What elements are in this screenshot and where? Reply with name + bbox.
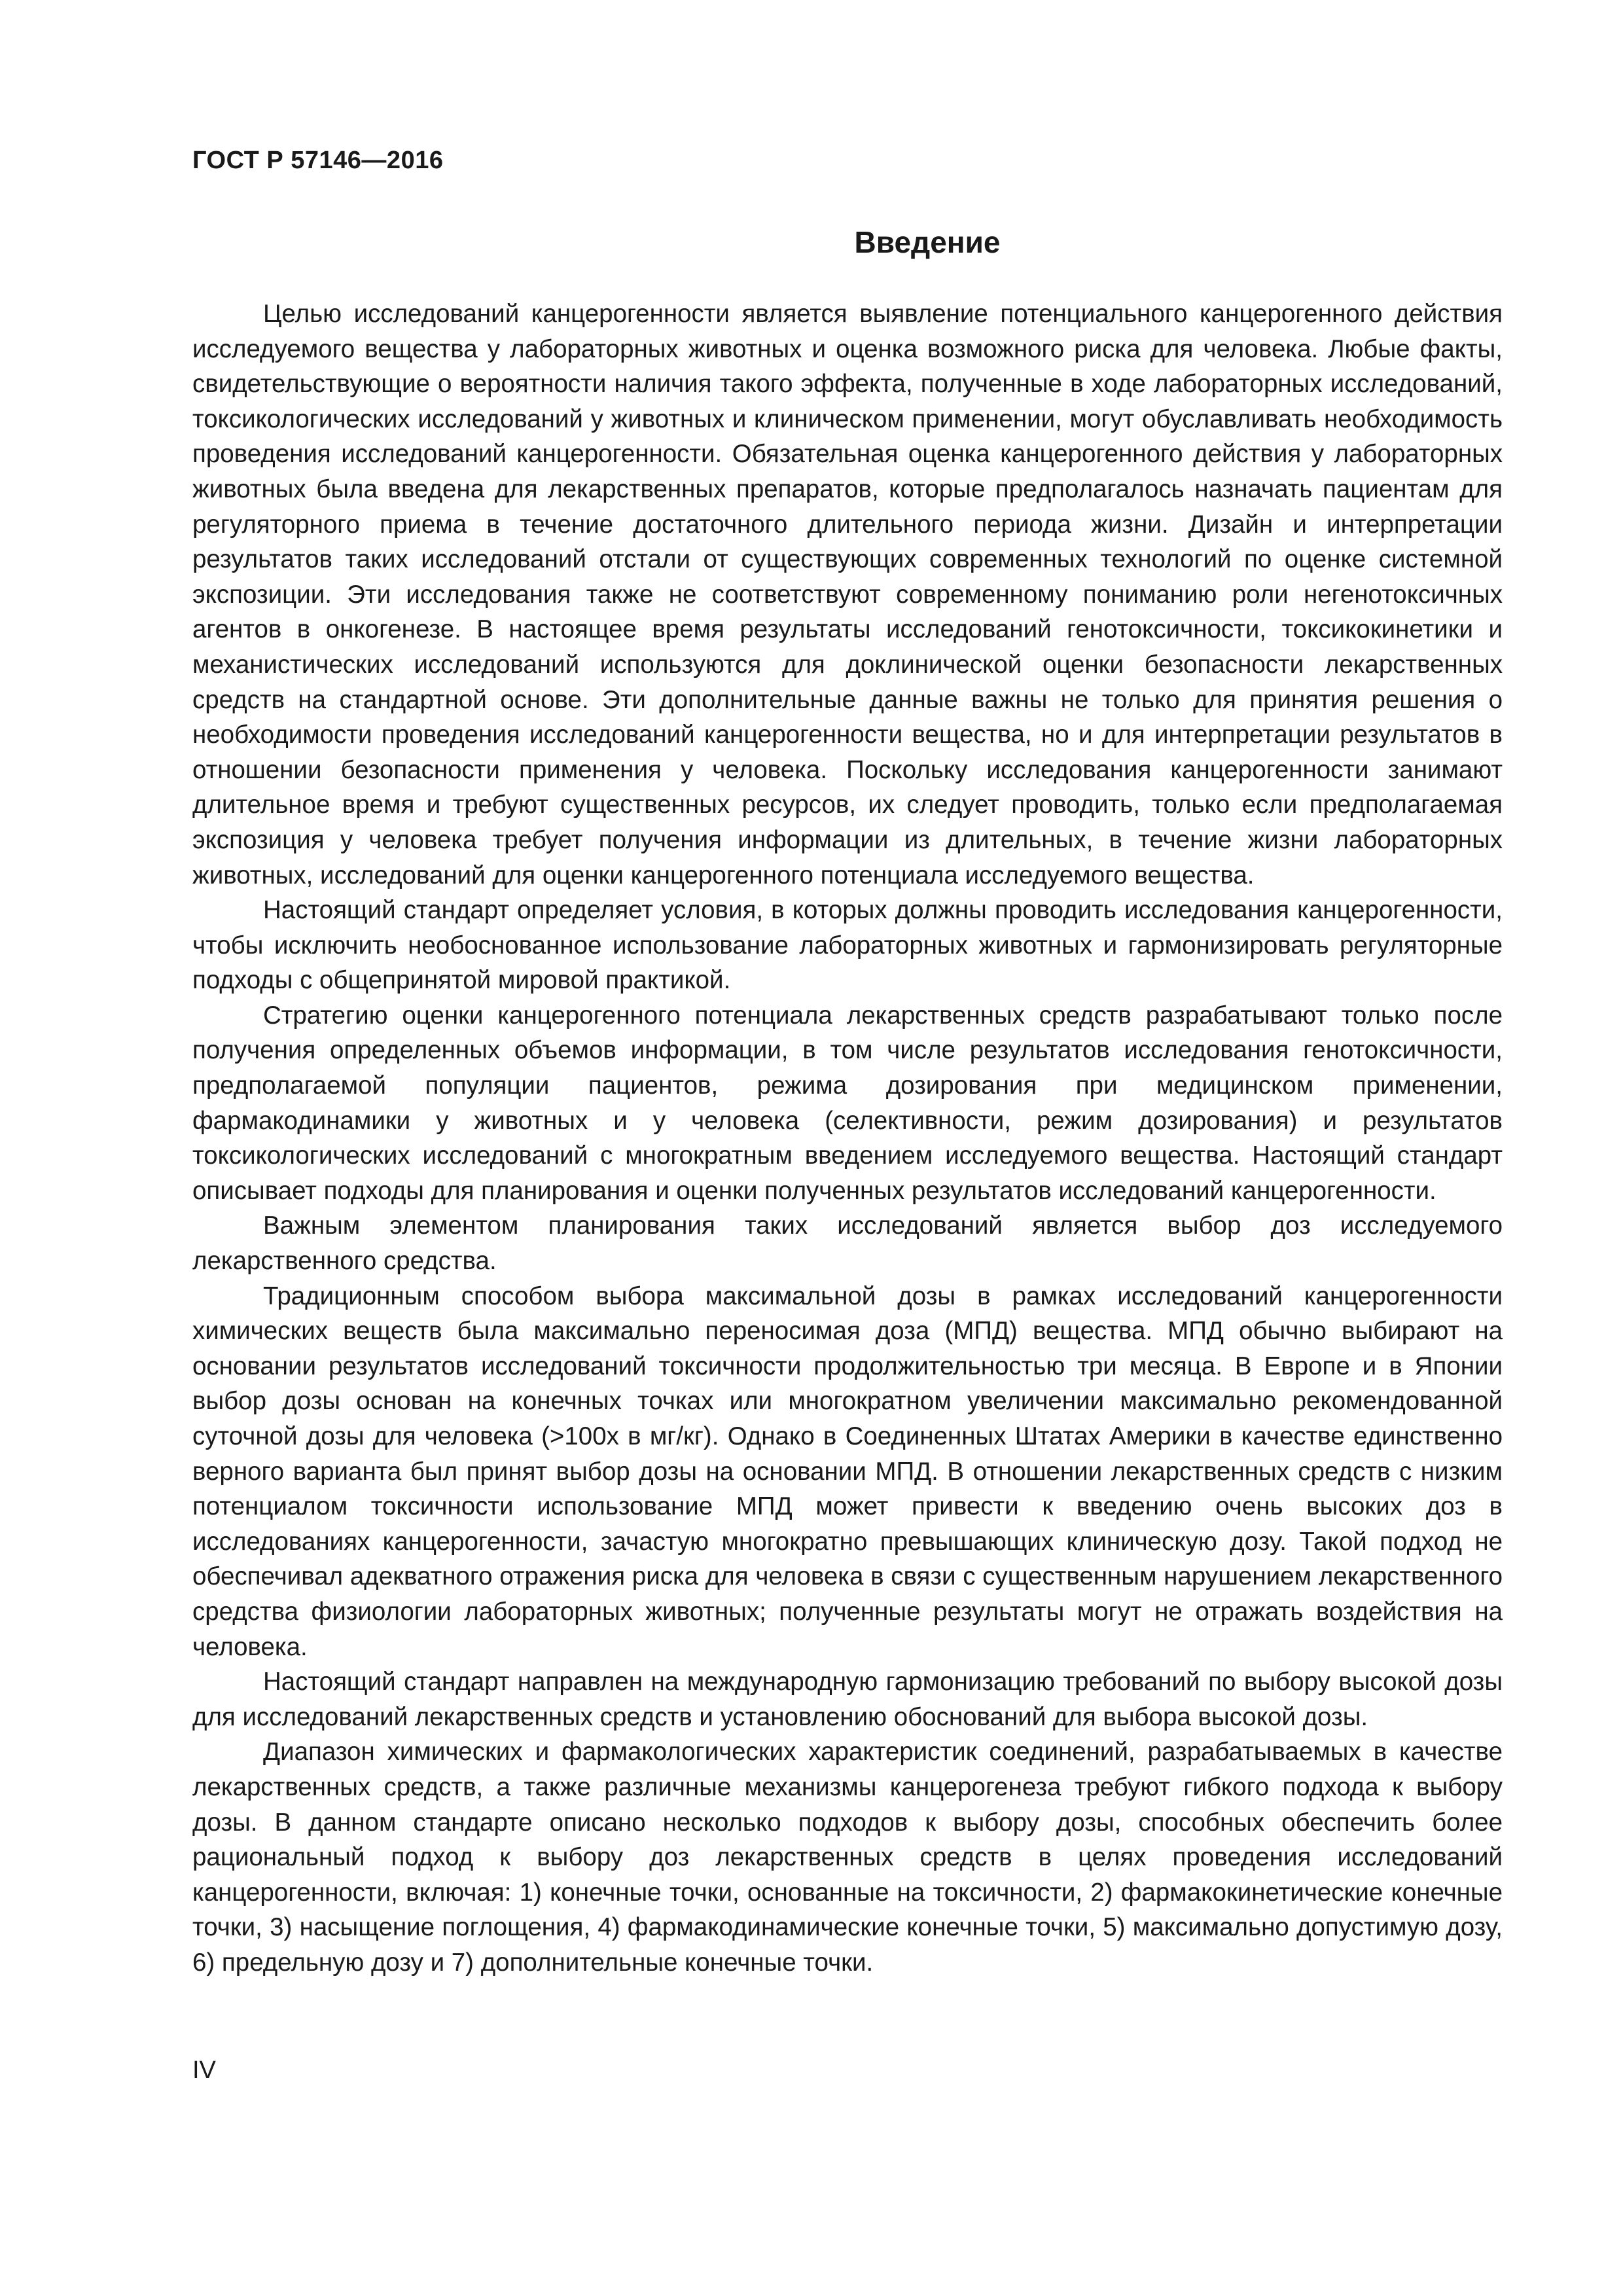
section-title: Введение [854,225,1001,259]
paragraph: Настоящий стандарт определяет условия, в которых должны проводить исследования канцерогенности, чтобы исключить необоснованное использование лабораторных животных и гармонизировать регуляторные подходы с общепринятой мировой практикой. [192,896,1503,995]
paragraph: Целью исследований канцерогенности является выявление потенциального канцерогенного действия исследуемого вещества у лабораторных животных и оценка возможного риска для человека. Любые факты, свидетельствующие о вероятности наличия такого эффекта, полученные в ходе лабораторных исследований, токсикологических исследований у животных и клиническом применении, могут обуславливать необходимость проведения исследований канцерогенности. Обязательная оценка канцерогенного действия у лабораторных животных была введена для лекарственных препаратов, которые предполагалось назначать пациентам для регуляторного приема в течение достаточного длительного периода жизни. Дизайн и интерпретации результатов таких исследований отстали от существующих современных технологий по оценке системной экспозиции. Эти исследования также не соответствуют современному пониманию роли негенотоксичных агентов в онкогенезе. В настоящее время результаты исследований генотоксичности, токсикокинетики и механистических исследований используются для доклинической оценки безопасности лекарственных средств на стандартной основе. Эти дополнительные данные важны не только для принятия решения о необходимости проведения исследований канцерогенности вещества, но и для интерпретации результатов в отношении безопасности применения у человека. Поскольку исследования канцерогенности занимают длительное время и требуют существенных ресурсов, их следует проводить, только если предполагаемая экспозиция у человека требует получения информации из длительных, в течение жизни лабораторных животных, исследований для оценки канцерогенного потенциала исследуемого вещества. [192,300,1503,889]
page-number: IV [192,2056,216,2084]
body-text [192,296,1503,1981]
paragraph: Диапазон химических и фармакологических характеристик соединений, разрабатываемых в качестве лекарственных средств, а также различные механизмы канцерогенеза требуют гибкого подхода к выбору дозы. В данном стандарте описано несколько подходов к выбору дозы, способных обеспечить более рациональный подход к выбору доз лекарственных средств в целях проведения исследований канцерогенности, включая: 1) конечные точки, основанные на токсичности, 2) фармакокинетические конечные точки, 3) насыщение поглощения, 4) фармакодинамические конечные точки, 5) максимально допустимую дозу, 6) предельную дозу и 7) дополнительные конечные точки. [192,1738,1503,1977]
paragraph: Традиционным способом выбора максимальной дозы в рамках исследований канцерогенности химических веществ была максимально переносимая доза (МПД) вещества. МПД обычно выбирают на основании результатов исследований токсичности продолжительностью три месяца. В Европе и в Японии выбор дозы основан на конечных точках или многократном увеличении максимально рекомендованной суточной дозы для человека (>100х в мг/кг). Однако в Соединенных Штатах Америки в качестве единственно верного варианта был принят выбор дозы на основании МПД. В отношении лекарственных средств с низким потенциалом токсичности использование МПД может привести к введению очень высоких доз в исследованиях канцерогенности, зачастую многократно превышающих клиническую дозу. Такой подход не обеспечивал адекватного отражения риска для человека в связи с существенным нарушением лекарственного средства физиологии лабораторных животных; полученные результаты могут не отражать воздействия на человека. [192,1282,1503,1661]
document-header: ГОСТ Р 57146—2016 [192,147,444,174]
paragraph: Стратегию оценки канцерогенного потенциала лекарственных средств разрабатывают только после получения определенных объемов информации, в том числе результатов исследования генотоксичности, предполагаемой популяции пациентов, режима дозирования при медицинском применении, фармакодинамики у животных и у человека (селективности, режим дозирования) и результатов токсикологических исследований с многократным введением исследуемого вещества. Настоящий стандарт описывает подходы для планирования и оценки полученных результатов исследований канцерогенности. [192,1001,1503,1205]
paragraph: Настоящий стандарт направлен на международную гармонизацию требований по выбору высокой дозы для исследований лекарственных средств и установлению обоснований для выбора высокой дозы. [192,1668,1503,1731]
paragraph: Важным элементом планирования таких исследований является выбор доз исследуемого лекарственного средства. [192,1211,1503,1276]
